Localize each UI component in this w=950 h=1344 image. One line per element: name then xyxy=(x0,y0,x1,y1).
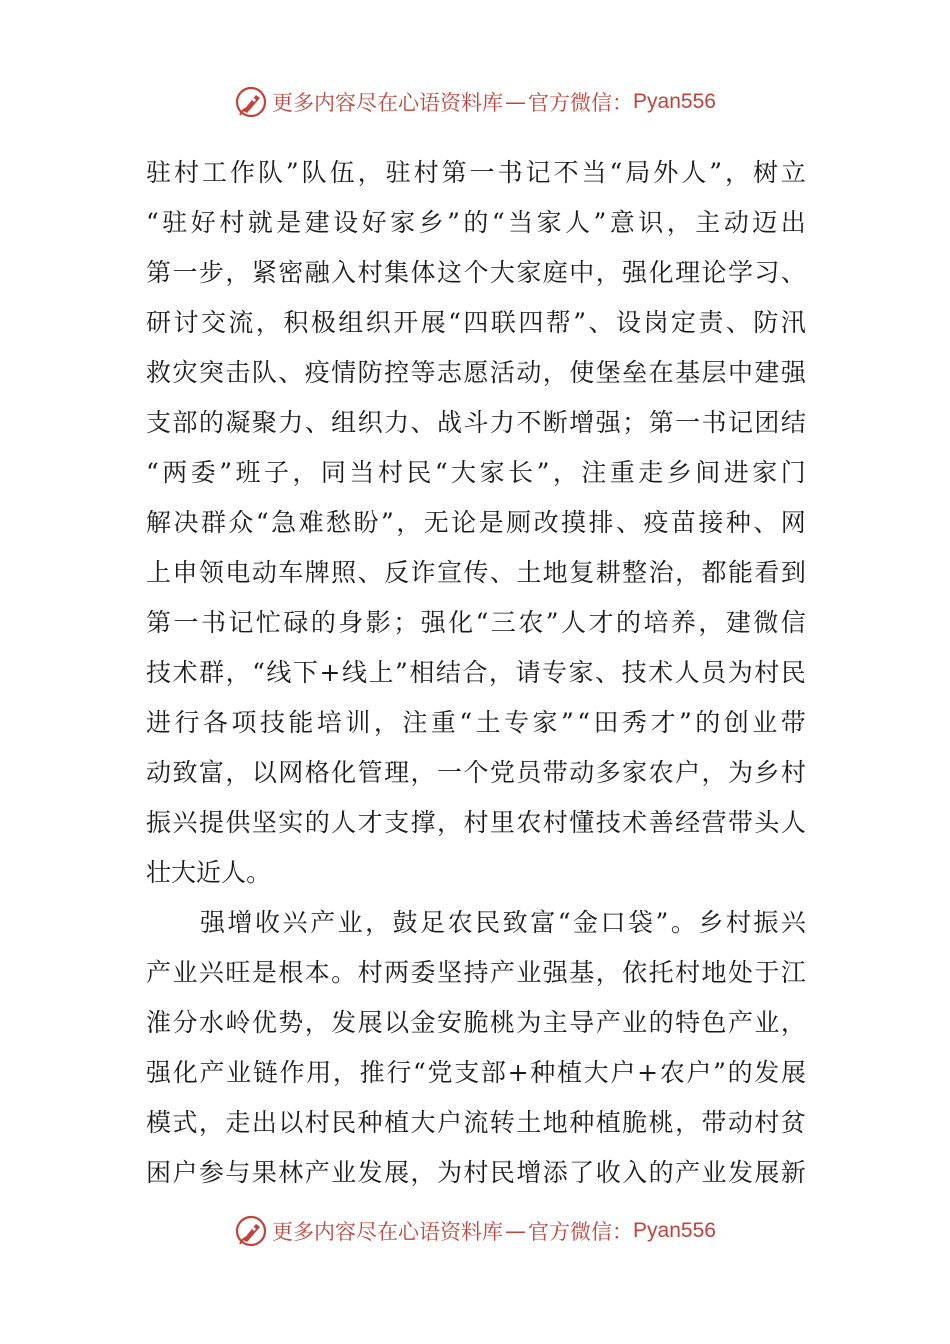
text-line: 救 灾 突 击 队 、 疫 情 防 控 等 志 愿 活 动 ， 使 堡 垒 在 基 层 中 建 强 xyxy=(146,358,806,387)
text-line: 解 决 群 众 “ 急 难 愁 盼 ” ， 无 论 是 厕 改 摸 排 、 疫 苗 接 种 、 网 xyxy=(146,508,806,537)
text-line: 支 部 的 凝 聚 力 、 组 织 力 、 战 斗 力 不 断 增 强 ； 第 一 书 记 团 结 xyxy=(146,408,806,437)
text-line: “ 驻 好 村 就 是 建 设 好 家 乡 ” 的 “ 当 家 人 ” 意 识 ， 主 动 迈 出 xyxy=(146,208,806,237)
text-line: 产 业 兴 旺 是 根 本 。 村 两 委 坚 持 产 业 强 基 ， 依 托 村 地 处 于 江 xyxy=(146,958,806,987)
document-body xyxy=(146,148,806,1198)
text-line: 强 化 产 业 链 作 用 ， 推 行 “ 党 支 部 + 种 植 大 户 + 农 户 ” 的 发 展 xyxy=(146,1058,806,1087)
header-banner xyxy=(0,82,950,122)
banner-dash: — xyxy=(505,1219,527,1243)
text-line: 进 行 各 项 技 能 培 训 ， 注 重 “ 土 专 家 ” “ 田 秀 才 ” 的 创 业 带 xyxy=(146,708,806,737)
text-line: “ 两 委 ” 班 子 ， 同 当 村 民 “ 大 家 长 ” ， 注 重 走 乡 间 进 家 门 xyxy=(146,458,806,487)
banner-dash: — xyxy=(505,90,527,114)
text-line: 技 术 群 ， “ 线 下 + 线 上 ” 相 结 合 ， 请 专 家 、 技 术 人 员 为 村 民 xyxy=(146,658,806,687)
text-line: 第 一 步 ， 紧 密 融 入 村 集 体 这 个 大 家 庭 中 ， 强 化 理 论 学 习 、 xyxy=(146,258,806,287)
text-line: 模 式 ， 走 出 以 村 民 种 植 大 户 流 转 土 地 种 植 脆 桃 ， 带 动 村 贫 xyxy=(146,1108,806,1137)
text-line: 强 增 收 兴 产 业 ， 鼓 足 农 民 致 富 “ 金 口 袋 ” 。 乡 村 振 兴 xyxy=(200,908,806,937)
library-brand-text: 更多内容尽在心语资料库 xyxy=(272,1220,504,1244)
official-wechat-label: 官方微信： xyxy=(528,91,634,115)
text-line: 困 户 参 与 果 林 产 业 发 展 ， 为 村 民 增 添 了 收 入 的 产 业 发 展 新 xyxy=(146,1158,806,1187)
text-line: 研 讨 交 流 ， 积 极 组 织 开 展 “ 四 联 四 帮 ” 、 设 岗 定 责 、 防 汛 xyxy=(146,308,806,337)
wechat-id: Pyan556 xyxy=(633,90,716,113)
text-line: 振 兴 提 供 坚 实 的 人 才 支 撑 ， 村 里 农 村 懂 技 术 善 经 营 带 头 人 xyxy=(146,808,806,837)
text-line: 第 一 书 记 忙 碌 的 身 影 ； 强 化 “ 三 农 ” 人 才 的 培 养 ， 建 微 信 xyxy=(146,608,806,637)
paragraph xyxy=(146,898,806,1198)
text-line: 动 致 富 ， 以 网 格 化 管 理 ， 一 个 党 员 带 动 多 家 农 户 ， 为 乡 村 xyxy=(146,758,806,787)
text-line: 驻 村 工 作 队 ” 队 伍 ， 驻 村 第 一 书 记 不 当 “ 局 外 人 ” ， 树 立 xyxy=(146,158,806,187)
pen-nib-logo-icon xyxy=(234,1214,268,1248)
official-wechat-label: 官方微信： xyxy=(528,1220,634,1244)
library-brand-text: 更多内容尽在心语资料库 xyxy=(272,91,504,115)
text-line: 壮 大 近 人 。 xyxy=(146,858,272,887)
footer-banner xyxy=(0,1211,950,1251)
pen-nib-logo-icon xyxy=(234,85,268,119)
text-line: 淮 分 水 岭 优 势 ， 发 展 以 金 安 脆 桃 为 主 导 产 业 的 特 色 产 业 ， xyxy=(146,1008,806,1037)
wechat-id: Pyan556 xyxy=(633,1219,716,1242)
text-line: 上 申 领 电 动 车 牌 照 、 反 诈 宣 传 、 土 地 复 耕 整 治 ， 都 能 看 到 xyxy=(146,558,806,587)
paragraph xyxy=(146,148,806,898)
